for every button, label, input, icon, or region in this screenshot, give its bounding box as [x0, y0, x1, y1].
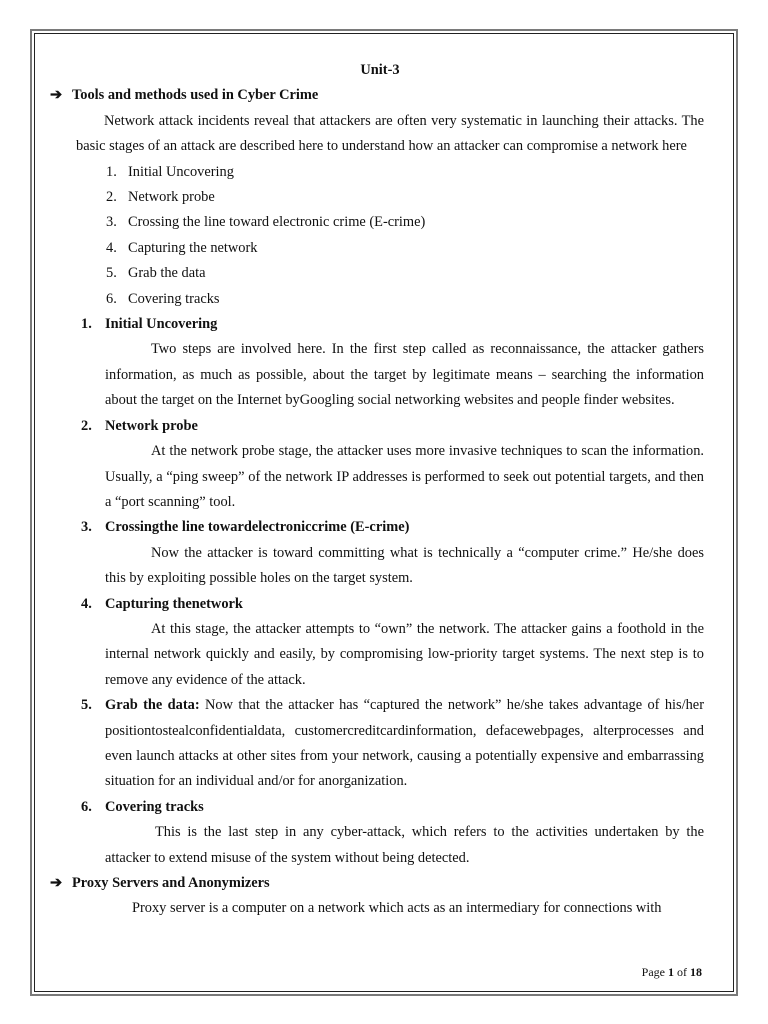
list-number: 4.	[106, 239, 117, 256]
section-grab-data	[56, 693, 704, 795]
heading-text: Tools and methods used in Cyber Crime	[72, 87, 319, 104]
list-item	[56, 261, 704, 286]
list-item	[56, 287, 704, 312]
section-title-text: Crossingthe line towardelectroniccrime (E-crime)	[105, 519, 410, 536]
section-title	[56, 592, 704, 617]
section-number: 2.	[81, 417, 92, 434]
footer-of-word: of	[677, 965, 687, 979]
section-heading-tools	[50, 83, 704, 108]
section-body-text: Now that the attacker has “captured the network” he/she takes advantage of his/her positiontostealconfidentialdata, customercreditcardinformation, defacewebpages, alterprocesses and even launch attacks at other sites from your network, causing a potentially expensive and embarrassing situation for an individual and/or for anorganization.	[105, 697, 704, 790]
list-number: 6.	[106, 290, 117, 307]
section-title	[56, 515, 704, 540]
section-title	[56, 312, 704, 337]
section-body	[105, 693, 704, 795]
section-title-text: Grab the data:	[105, 697, 200, 714]
list-label: Initial Uncovering	[128, 163, 234, 180]
document-body	[50, 58, 704, 922]
intro-paragraph: Network attack incidents reveal that attackers are often very systematic in launching their attacks. The basic stages of an attack are described here to understand how an attacker can compromise a network here	[76, 112, 704, 155]
list-label: Network probe	[128, 189, 215, 206]
list-number: 1.	[106, 163, 117, 180]
section-number: 1.	[81, 316, 92, 333]
section-body: At this stage, the attacker attempts to “own” the network. The attacker gains a foothold in the internal network quickly and easily, by compromising low-priority target systems. The next step is to remove any evidence of the attack.	[105, 620, 704, 688]
section-body: At the network probe stage, the attacker uses more invasive techniques to scan the information. Usually, a “ping sweep” of the network IP addresses is performed to seek out potential targets, and then a “port scanning” tool.	[105, 443, 704, 510]
section-body: This is the last step in any cyber-attack, which refers to the activities undertaken by the attacker to extend misuse of the system without being detected.	[105, 824, 704, 866]
section-number: 5.	[81, 697, 92, 714]
list-label: Capturing the network	[128, 239, 258, 256]
list-number: 5.	[106, 265, 117, 282]
list-item	[56, 160, 704, 185]
section-initial-uncovering	[56, 312, 704, 414]
footer-total-pages: 18	[690, 965, 702, 979]
section-number: 6.	[81, 798, 92, 815]
unit-title: Unit-3	[360, 62, 400, 78]
list-item	[56, 236, 704, 261]
section-covering-tracks	[56, 795, 704, 871]
section-number: 3.	[81, 519, 92, 536]
list-number: 3.	[106, 214, 117, 231]
section-title	[56, 414, 704, 439]
section-body: Two steps are involved here. In the first step called as reconnaissance, the attacker gathers information, as much as possible, about the target by legitimate means – searching the information about the target on the Internet byGoogling social networking websites and people finder websites.	[105, 341, 704, 409]
steps-list	[56, 160, 704, 312]
arrow-right-icon: ➔	[50, 87, 63, 104]
section-network-probe	[56, 414, 704, 516]
list-number: 2.	[106, 189, 117, 206]
list-item	[56, 185, 704, 210]
section-title-text: Network probe	[105, 417, 198, 434]
page-footer	[642, 965, 702, 979]
section-title-text: Covering tracks	[105, 798, 204, 815]
proxy-paragraph: Proxy server is a computer on a network which acts as an intermediary for connections with	[132, 900, 662, 917]
footer-page-number: 1	[668, 965, 674, 979]
section-body: Now the attacker is toward committing what is technically a “computer crime.” He/she does this by exploiting possible holes on the target system.	[105, 544, 704, 587]
section-title	[56, 795, 704, 820]
section-title-text: Initial Uncovering	[105, 316, 218, 333]
section-title-text: Capturing thenetwork	[105, 595, 243, 612]
list-label: Covering tracks	[128, 290, 220, 307]
list-label: Crossing the line toward electronic crime (E-crime)	[128, 214, 426, 231]
section-heading-proxy	[50, 871, 704, 896]
list-item	[56, 210, 704, 235]
heading-text: Proxy Servers and Anonymizers	[72, 875, 270, 891]
section-capturing-network	[56, 592, 704, 694]
section-number: 4.	[81, 595, 92, 612]
arrow-right-icon: ➔	[50, 875, 63, 891]
footer-page-word: Page	[641, 965, 665, 979]
list-label: Grab the data	[128, 265, 206, 282]
section-crossing-line	[56, 515, 704, 591]
